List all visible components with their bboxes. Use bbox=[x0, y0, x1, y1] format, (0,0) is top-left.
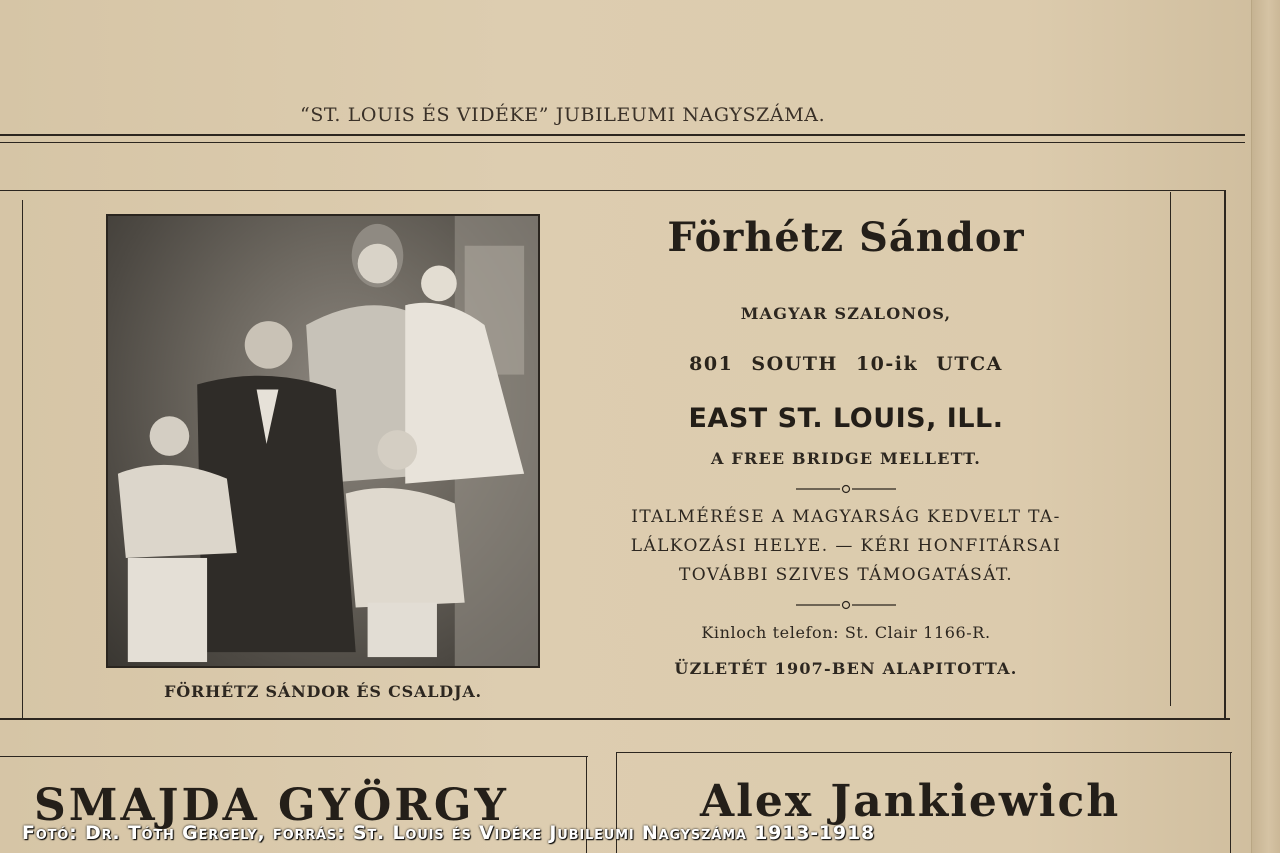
ad-box-inner-right-border bbox=[1170, 192, 1171, 706]
ornament-divider-top bbox=[796, 482, 896, 496]
header-rule-bottom bbox=[0, 142, 1245, 143]
ad-box-right-border bbox=[1224, 190, 1226, 718]
header-rule-top bbox=[0, 134, 1245, 136]
bottom-ads-top-rule bbox=[0, 756, 588, 757]
ad-address: 801 SOUTH 10-ik UTCA bbox=[689, 353, 1003, 375]
ad-body-line: ITALMÉRÉSE A MAGYARSÁG KEDVELT TA- bbox=[631, 507, 1061, 527]
next-page-edge bbox=[1251, 0, 1280, 853]
photo-caption: FÖRHÉTZ SÁNDOR ÉS CSALDJA. bbox=[164, 682, 482, 701]
bottom-ad-left-name: SMAJDA GYÖRGY bbox=[34, 780, 509, 831]
ad-box-bottom-rule bbox=[0, 718, 1230, 720]
ornament-divider-bottom bbox=[796, 598, 896, 612]
ad-body-line: LÁLKOZÁSI HELYE. — KÉRI HONFITÁRSAI bbox=[630, 536, 1062, 556]
ad-body-text bbox=[590, 503, 1102, 590]
ad-box-top-rule bbox=[0, 190, 1225, 191]
ad-box-left-border bbox=[22, 200, 23, 718]
ad-business-name: Förhétz Sándor bbox=[667, 214, 1025, 261]
ad-founded: ÜZLETÉT 1907-BEN ALAPITOTTA. bbox=[674, 659, 1018, 678]
ad-trade: MAGYAR SZALONOS, bbox=[740, 304, 952, 323]
family-photo bbox=[106, 214, 540, 668]
ad-phone: Kinloch telefon: St. Clair 1166-R. bbox=[701, 623, 991, 642]
ad-city: EAST ST. LOUIS, ILL. bbox=[688, 403, 1004, 434]
bottom-ad-right-border bbox=[1230, 752, 1231, 853]
family-photo-illustration bbox=[108, 216, 538, 666]
bottom-ad-right-name: Alex Jankiewich bbox=[700, 776, 1121, 827]
bottom-ads-top-rule-right bbox=[616, 752, 1232, 753]
photo-credit: Fotó: Dr. Tóth Gergely, forrás: St. Louis és Vidéke Jubileumi Nagyszáma 1913-1918 bbox=[22, 822, 875, 844]
ad-body-line: TOVÁBBI SZIVES TÁMOGATÁSÁT. bbox=[678, 565, 1014, 585]
page-header: “ST. LOUIS ÉS VIDÉKE” JUBILEUMI NAGYSZÁMA. bbox=[300, 104, 826, 126]
ad-landmark: A FREE BRIDGE MELLETT. bbox=[711, 449, 981, 468]
